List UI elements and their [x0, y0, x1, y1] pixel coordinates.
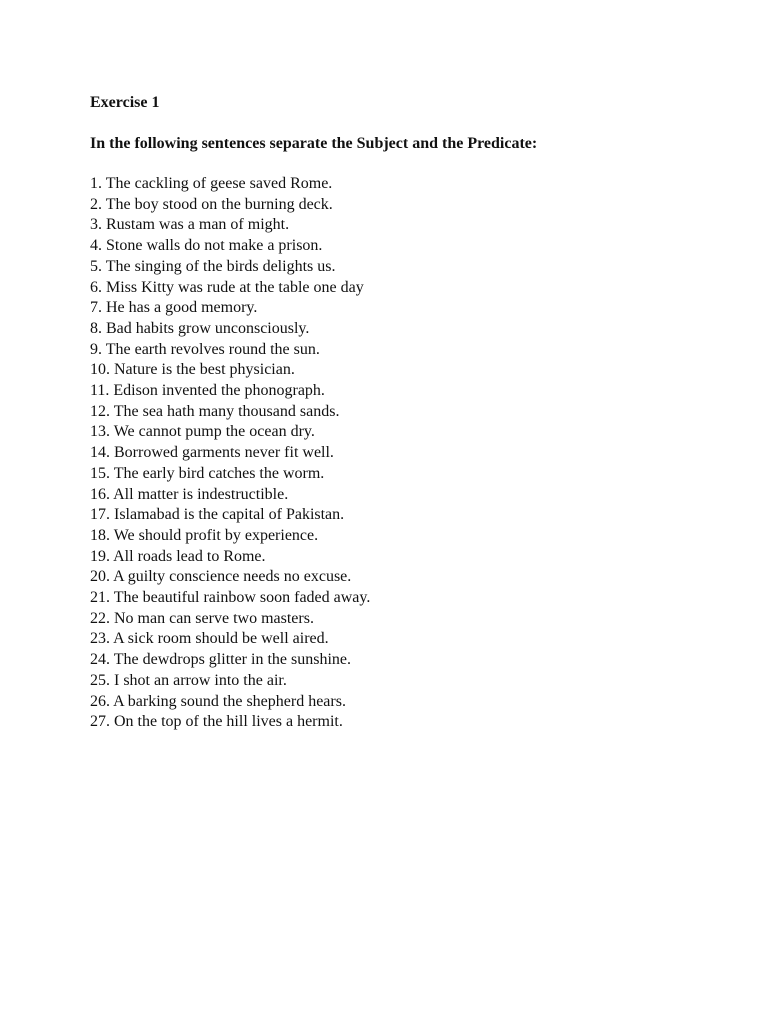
sentence-item: 26. A barking sound the shepherd hears.	[90, 692, 346, 710]
exercise-title: Exercise 1	[90, 94, 160, 111]
exercise-instruction: In the following sentences separate the Subject and the Predicate:	[90, 135, 538, 152]
sentence-item: 25. I shot an arrow into the air.	[90, 671, 287, 689]
sentence-item: 4. Stone walls do not make a prison.	[90, 237, 323, 255]
sentence-item: 1. The cackling of geese saved Rome.	[90, 175, 333, 192]
sentence-item: 8. Bad habits grow unconsciously.	[90, 319, 310, 337]
sentence-item: 7. He has a good memory.	[90, 299, 258, 317]
sentence-item: 18. We should profit by experience.	[90, 526, 319, 544]
sentence-item: 6. Miss Kitty was rude at the table one day	[90, 278, 364, 296]
sentence-item: 22. No man can serve two masters.	[90, 609, 314, 627]
sentence-item: 12. The sea hath many thousand sands.	[90, 402, 340, 420]
sentence-item: 17. Islamabad is the capital of Pakistan.	[90, 506, 345, 524]
sentence-item: 19. All roads lead to Rome.	[90, 547, 266, 565]
sentence-item: 15. The early bird catches the worm.	[90, 464, 325, 482]
sentence-item: 20. A guilty conscience needs no excuse.	[90, 568, 352, 586]
sentence-item: 2. The boy stood on the burning deck.	[90, 195, 333, 213]
sentence-list	[90, 174, 730, 733]
sentence-item: 3. Rustam was a man of might.	[90, 216, 290, 234]
sentence-item: 5. The singing of the birds delights us.	[90, 257, 336, 275]
sentence-item: 16. All matter is indestructible.	[90, 485, 289, 503]
sentence-item: 23. A sick room should be well aired.	[90, 630, 329, 648]
sentence-item: 10. Nature is the best physician.	[90, 361, 295, 379]
sentence-item: 21. The beautiful rainbow soon faded away.	[90, 589, 371, 607]
sentence-item: 24. The dewdrops glitter in the sunshine.	[90, 651, 351, 669]
sentence-item: 11. Edison invented the phonograph.	[90, 382, 325, 400]
sentence-item: 9. The earth revolves round the sun.	[90, 340, 320, 358]
sentence-item: 27. On the top of the hill lives a hermit.	[90, 713, 343, 731]
sentence-item: 14. Borrowed garments never fit well.	[90, 444, 334, 462]
sentence-item: 13. We cannot pump the ocean dry.	[90, 423, 315, 441]
document-content	[90, 93, 730, 733]
